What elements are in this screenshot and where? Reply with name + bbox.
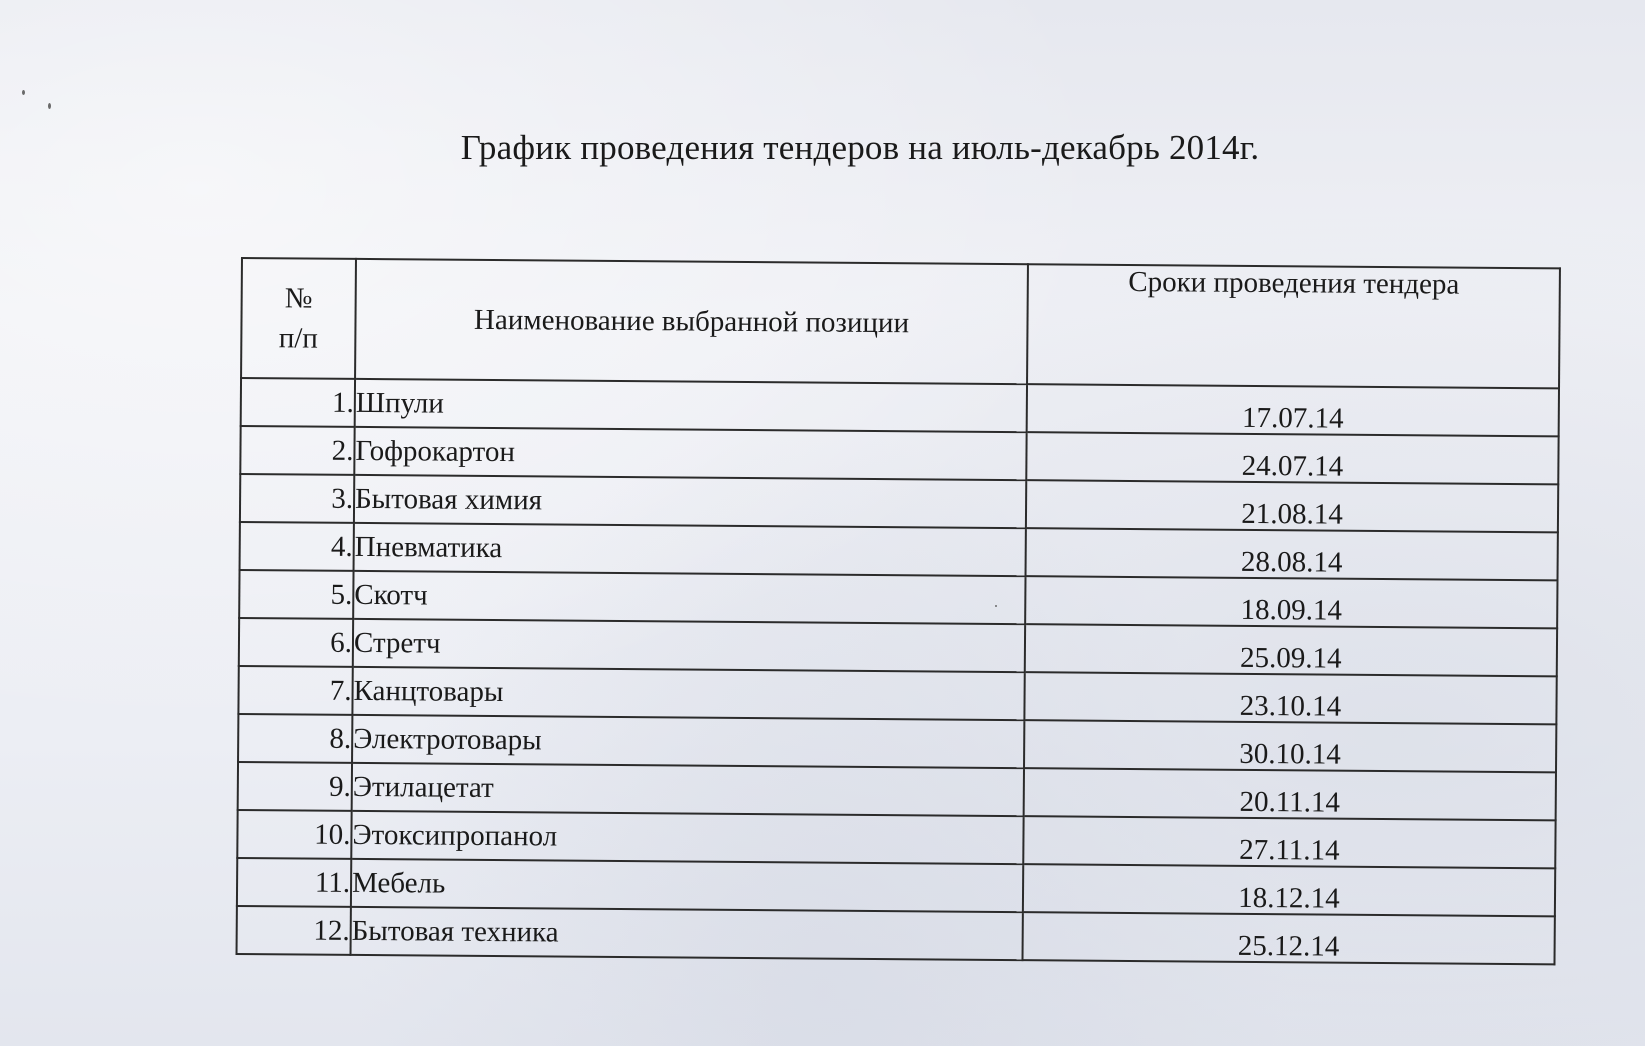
row-number: 7.	[238, 666, 352, 715]
row-item-name: Бытовая химия	[354, 475, 1026, 528]
header-number-symbol: №	[284, 282, 313, 315]
row-number: 12.	[237, 906, 351, 955]
row-item-name: Мебель	[351, 859, 1023, 912]
row-tender-date: 21.08.14	[1026, 480, 1558, 532]
document-title: График проведения тендеров на июль-декабрь 2014г.	[460, 128, 1260, 167]
row-tender-date: 25.09.14	[1025, 624, 1557, 676]
row-number: 8.	[238, 714, 352, 763]
row-tender-date: 30.10.14	[1024, 720, 1556, 772]
row-number: 2.	[240, 426, 354, 475]
scan-speck	[48, 103, 51, 109]
row-tender-date: 27.11.14	[1023, 816, 1555, 868]
tender-schedule-table	[236, 257, 1561, 965]
row-number: 1.	[241, 378, 355, 427]
row-item-name: Этилацетат	[352, 763, 1024, 816]
row-number: 9.	[238, 762, 352, 811]
row-tender-date: 24.07.14	[1026, 432, 1558, 484]
row-tender-date: 18.09.14	[1025, 576, 1557, 628]
row-item-name: Стретч	[353, 619, 1025, 672]
row-item-name: Канцтовары	[352, 667, 1024, 720]
row-item-name: Шпули	[355, 379, 1027, 432]
scan-speck	[22, 90, 25, 95]
row-item-name: Гофрокартон	[354, 427, 1026, 480]
row-tender-date: 23.10.14	[1024, 672, 1556, 724]
row-number: 5.	[239, 570, 353, 619]
row-tender-date: 28.08.14	[1026, 528, 1558, 580]
row-item-name: Бытовая техника	[351, 907, 1023, 960]
row-number: 10.	[237, 810, 351, 859]
header-name: Наименование выбранной позиции	[355, 259, 1028, 384]
row-tender-date: 18.12.14	[1023, 864, 1555, 916]
row-number: 11.	[237, 858, 351, 907]
row-item-name: Этоксипропанол	[351, 811, 1023, 864]
header-date: Сроки проведения тендера	[1027, 264, 1560, 388]
row-number: 6.	[239, 618, 353, 667]
row-tender-date: 25.12.14	[1023, 912, 1555, 964]
header-number-abbrev: п/п	[278, 322, 319, 355]
table-header-row	[241, 258, 1560, 388]
table-row	[237, 906, 1555, 964]
row-tender-date: 17.07.14	[1027, 384, 1559, 436]
row-tender-date: 20.11.14	[1024, 768, 1556, 820]
header-number	[241, 258, 356, 379]
row-item-name: Скотч	[353, 571, 1025, 624]
row-number: 4.	[240, 522, 354, 571]
row-item-name: Электротовары	[352, 715, 1024, 768]
row-item-name: Пневматика	[354, 523, 1026, 576]
row-number: 3.	[240, 474, 354, 523]
